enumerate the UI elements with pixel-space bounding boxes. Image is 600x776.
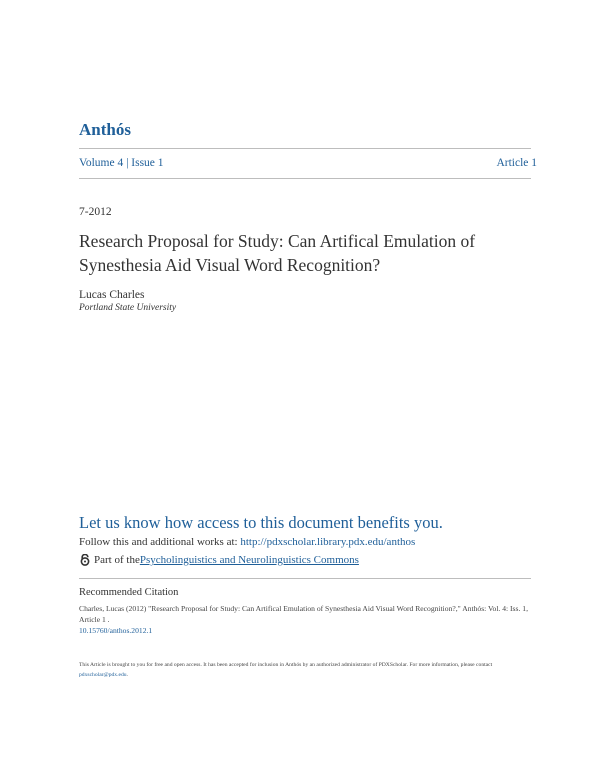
divider-citation bbox=[79, 578, 531, 579]
publication-date: 7-2012 bbox=[79, 206, 112, 218]
part-of-text: Part of the bbox=[94, 554, 140, 566]
citation-text: Charles, Lucas (2012) "Research Proposal for Study: Can Artifical Emulation of Synesthesia Aid Visual Word Recognition?," Anthós: Vol. 4: Iss. 1, Article 1 . bbox=[79, 604, 528, 624]
part-of-line bbox=[79, 554, 359, 566]
commons-link[interactable]: Psycholinguistics and Neurolinguistics Commons bbox=[139, 554, 359, 566]
article-link[interactable]: Article 1 bbox=[496, 157, 537, 169]
divider-top bbox=[79, 148, 531, 149]
divider-bottom bbox=[79, 178, 531, 179]
citation-heading: Recommended Citation bbox=[79, 587, 179, 598]
journal-title[interactable]: Anthós bbox=[79, 120, 131, 139]
footer-text: This Article is brought to you for free and open access. It has been accepted for inclusion in Anthós by an authorized administrator of PDXScholar. For more information, please contact bbox=[79, 662, 493, 668]
footer-notice bbox=[79, 660, 529, 680]
footer-end: . bbox=[126, 672, 128, 678]
volume-issue-separator: | bbox=[123, 157, 132, 169]
open-access-icon bbox=[79, 554, 91, 566]
follow-text: Follow this and additional works at: bbox=[79, 536, 241, 548]
doi-link[interactable]: 10.15760/anthos.2012.1 bbox=[79, 626, 153, 635]
author-name: Lucas Charles bbox=[79, 289, 145, 301]
issue-link[interactable]: Issue 1 bbox=[131, 157, 164, 169]
contact-email-link[interactable]: pdxscholar@pdx.edu bbox=[79, 672, 127, 678]
volume-issue bbox=[79, 157, 164, 169]
author-affiliation: Portland State University bbox=[79, 303, 177, 313]
paper-title: Research Proposal for Study: Can Artifical Emulation of Synesthesia Aid Visual Word Recognition? bbox=[79, 231, 476, 275]
collection-url-link[interactable]: http://pdxscholar.library.pdx.edu/anthos bbox=[240, 536, 416, 548]
follow-line bbox=[79, 536, 415, 548]
benefits-link[interactable]: Let us know how access to this document benefits you. bbox=[79, 513, 443, 532]
citation-block bbox=[79, 603, 534, 636]
volume-link[interactable]: Volume 4 bbox=[79, 157, 124, 169]
